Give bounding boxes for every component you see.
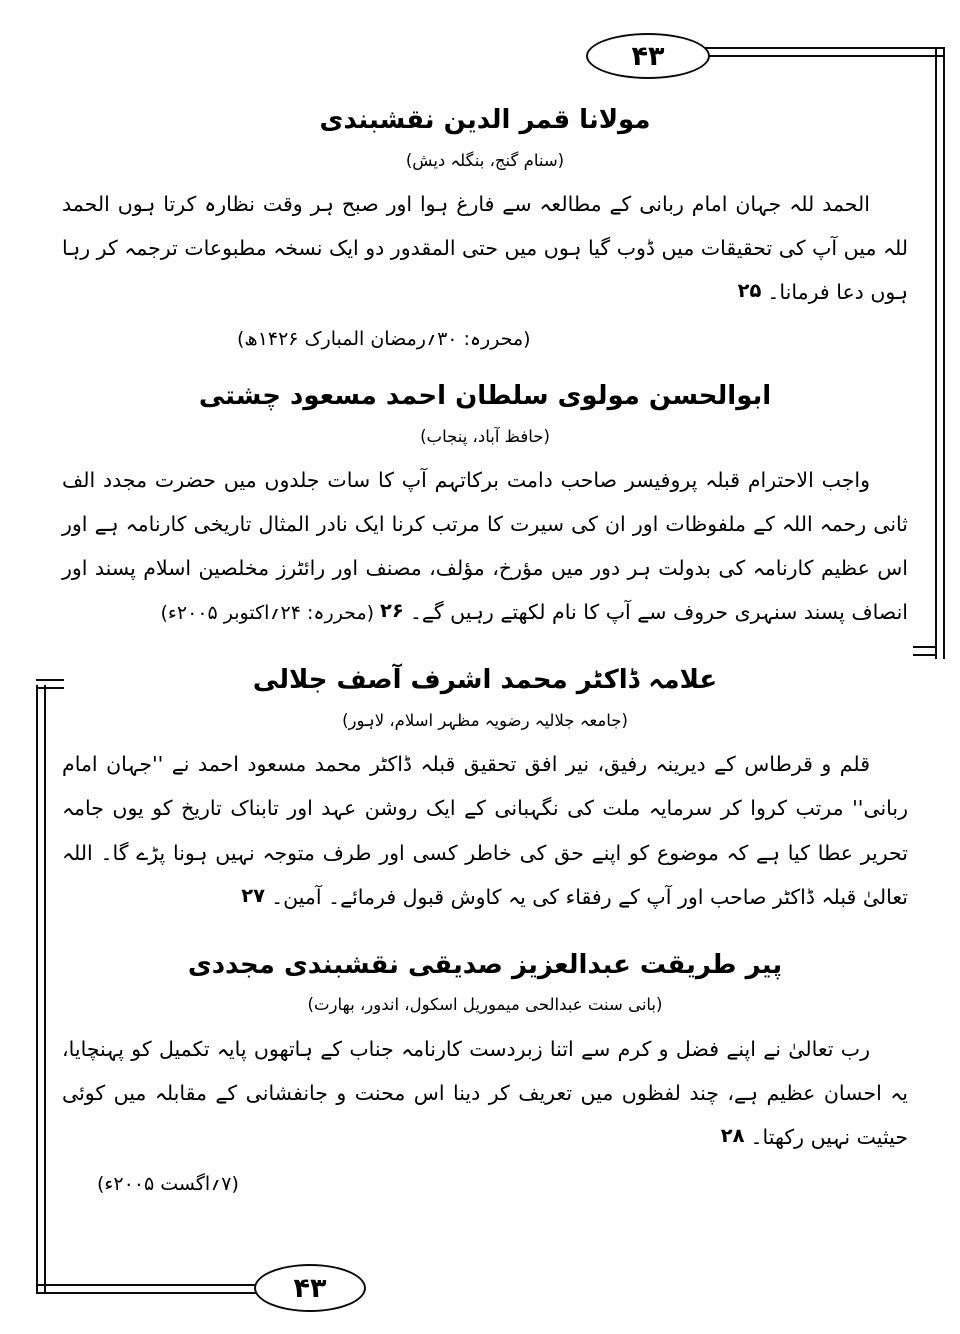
testimonial-section-4: [62, 945, 908, 1195]
section-location: (بانی سنت عبدالحی میموریل اسکول، اندور، بھارت): [307, 995, 663, 1015]
testimonial-body: الحمد للہ جہان امام ربانی کے مطالعہ سے فارغ ہوا اور صبح ہر وقت نظارہ کرتا ہوں الحمد للہ میں آپ کی تحقیقات میں ڈوب گیا ہوں میں حتی المقدور دو ایک نسخہ مطبوعات ترجمہ کر رہا ہوں دعا فرمانا۔: [62, 191, 908, 305]
testimonial-text: [62, 1027, 908, 1159]
page-content: [62, 100, 908, 1195]
right-border-line: [935, 47, 945, 659]
testimonial-section-2: [62, 376, 908, 634]
section-heading: ابوالحسن مولوی سلطان احمد مسعود چشتی: [198, 381, 772, 412]
section-location: (حافظ آباد، پنجاب): [420, 426, 550, 446]
page-number-bottom: ۴۳: [293, 1272, 327, 1304]
testimonial-section-3: [62, 660, 908, 918]
testimonial-text: [62, 182, 908, 314]
page-number-bottom-cartouche: [254, 1264, 366, 1312]
footnote-marker: ۲۷: [241, 883, 266, 907]
footnote-marker: ۲۸: [720, 1123, 745, 1147]
testimonial-section-1: [62, 100, 908, 350]
footnote-marker: ۲۶: [380, 599, 404, 623]
left-border-line: [36, 685, 46, 1294]
bottom-border-line: [36, 1284, 258, 1294]
section-heading: علامہ ڈاکٹر محمد اشرف آصف جلالی: [252, 665, 718, 696]
date-line: (۷؍اگست ۲۰۰۵ء): [97, 1172, 239, 1195]
testimonial-text: [62, 742, 908, 918]
footnote-marker: ۲۵: [737, 279, 762, 303]
testimonial-body: قلم و قرطاس کے دیرینہ رفیق، نیر افق تحقیق قبلہ ڈاکٹر محمد مسعود احمد نے ''جہان امام ربانی'' مرتب کروا کر سرمایہ ملت کی نگہبانی کے ایک روشن عہد اور تابناک تاریخ کو یوں جامہ تحریر عطا کیا ہے کہ موضوع کو اپنے حق کی خاطر کسی اور طرف متوجہ نہیں ہونا پڑے گا۔ اللہ تعالیٰ قبلہ ڈاکٹر صاحب اور آپ کے رفقاء کی یہ کاوش قبول فرمائے۔ آمین۔: [62, 752, 908, 909]
testimonial-body: واجب الاحترام قبلہ پروفیسر صاحب دامت برکاتہم آپ کا سات جلدوں میں حضرت مجدد الف ثانی رحمہ اللہ کے ملفوظات اور ان کی سیرت کا مرتب کرنا ایک نادر المثال تاریخی کارنامہ ہے اور اس عظیم کارنامہ کی بدولت ہر دور میں مؤرخ، مؤلف، مصنف اور رائٹرز مخلصین اسلام پسند اور انصاف پسند سنہری حروف سے آپ کا نام لکھتے رہیں گے۔: [62, 468, 908, 625]
date-line: (محررہ: ۳۰؍رمضان المبارک ۱۴۲۶ھ): [237, 328, 531, 351]
testimonial-body: رب تعالیٰ نے اپنے فضل و کرم سے اتنا زبردست کارنامہ جناب کے ہاتھوں پایہ تکمیل کو پہنچایا، یہ احسان عظیم ہے، چند لفظوں میں تعریف کر دینا اس محنت و جانفشانی کے مقابلہ میں کوئی حیثیت نہیں رکھتا۔: [62, 1036, 908, 1149]
right-border-end-cap: [913, 646, 937, 656]
date-inline: (محررہ: ۲۴؍اکتوبر ۲۰۰۵ء): [160, 602, 375, 625]
section-location: (جامعہ جلالیہ رضویہ مظہر اسلام، لاہور): [342, 711, 628, 730]
section-location: (سنام گنج، بنگلہ دیش): [405, 150, 565, 170]
page-number-top-cartouche: [586, 33, 710, 79]
section-heading: مولانا قمر الدین نقشبندی: [319, 105, 651, 135]
page-number-top: ۴۳: [631, 40, 665, 72]
testimonial-text: [62, 458, 908, 634]
top-border-line: [702, 47, 945, 57]
section-heading: پیر طریقت عبدالعزیز صدیقی نقشبندی مجددی: [187, 949, 783, 980]
